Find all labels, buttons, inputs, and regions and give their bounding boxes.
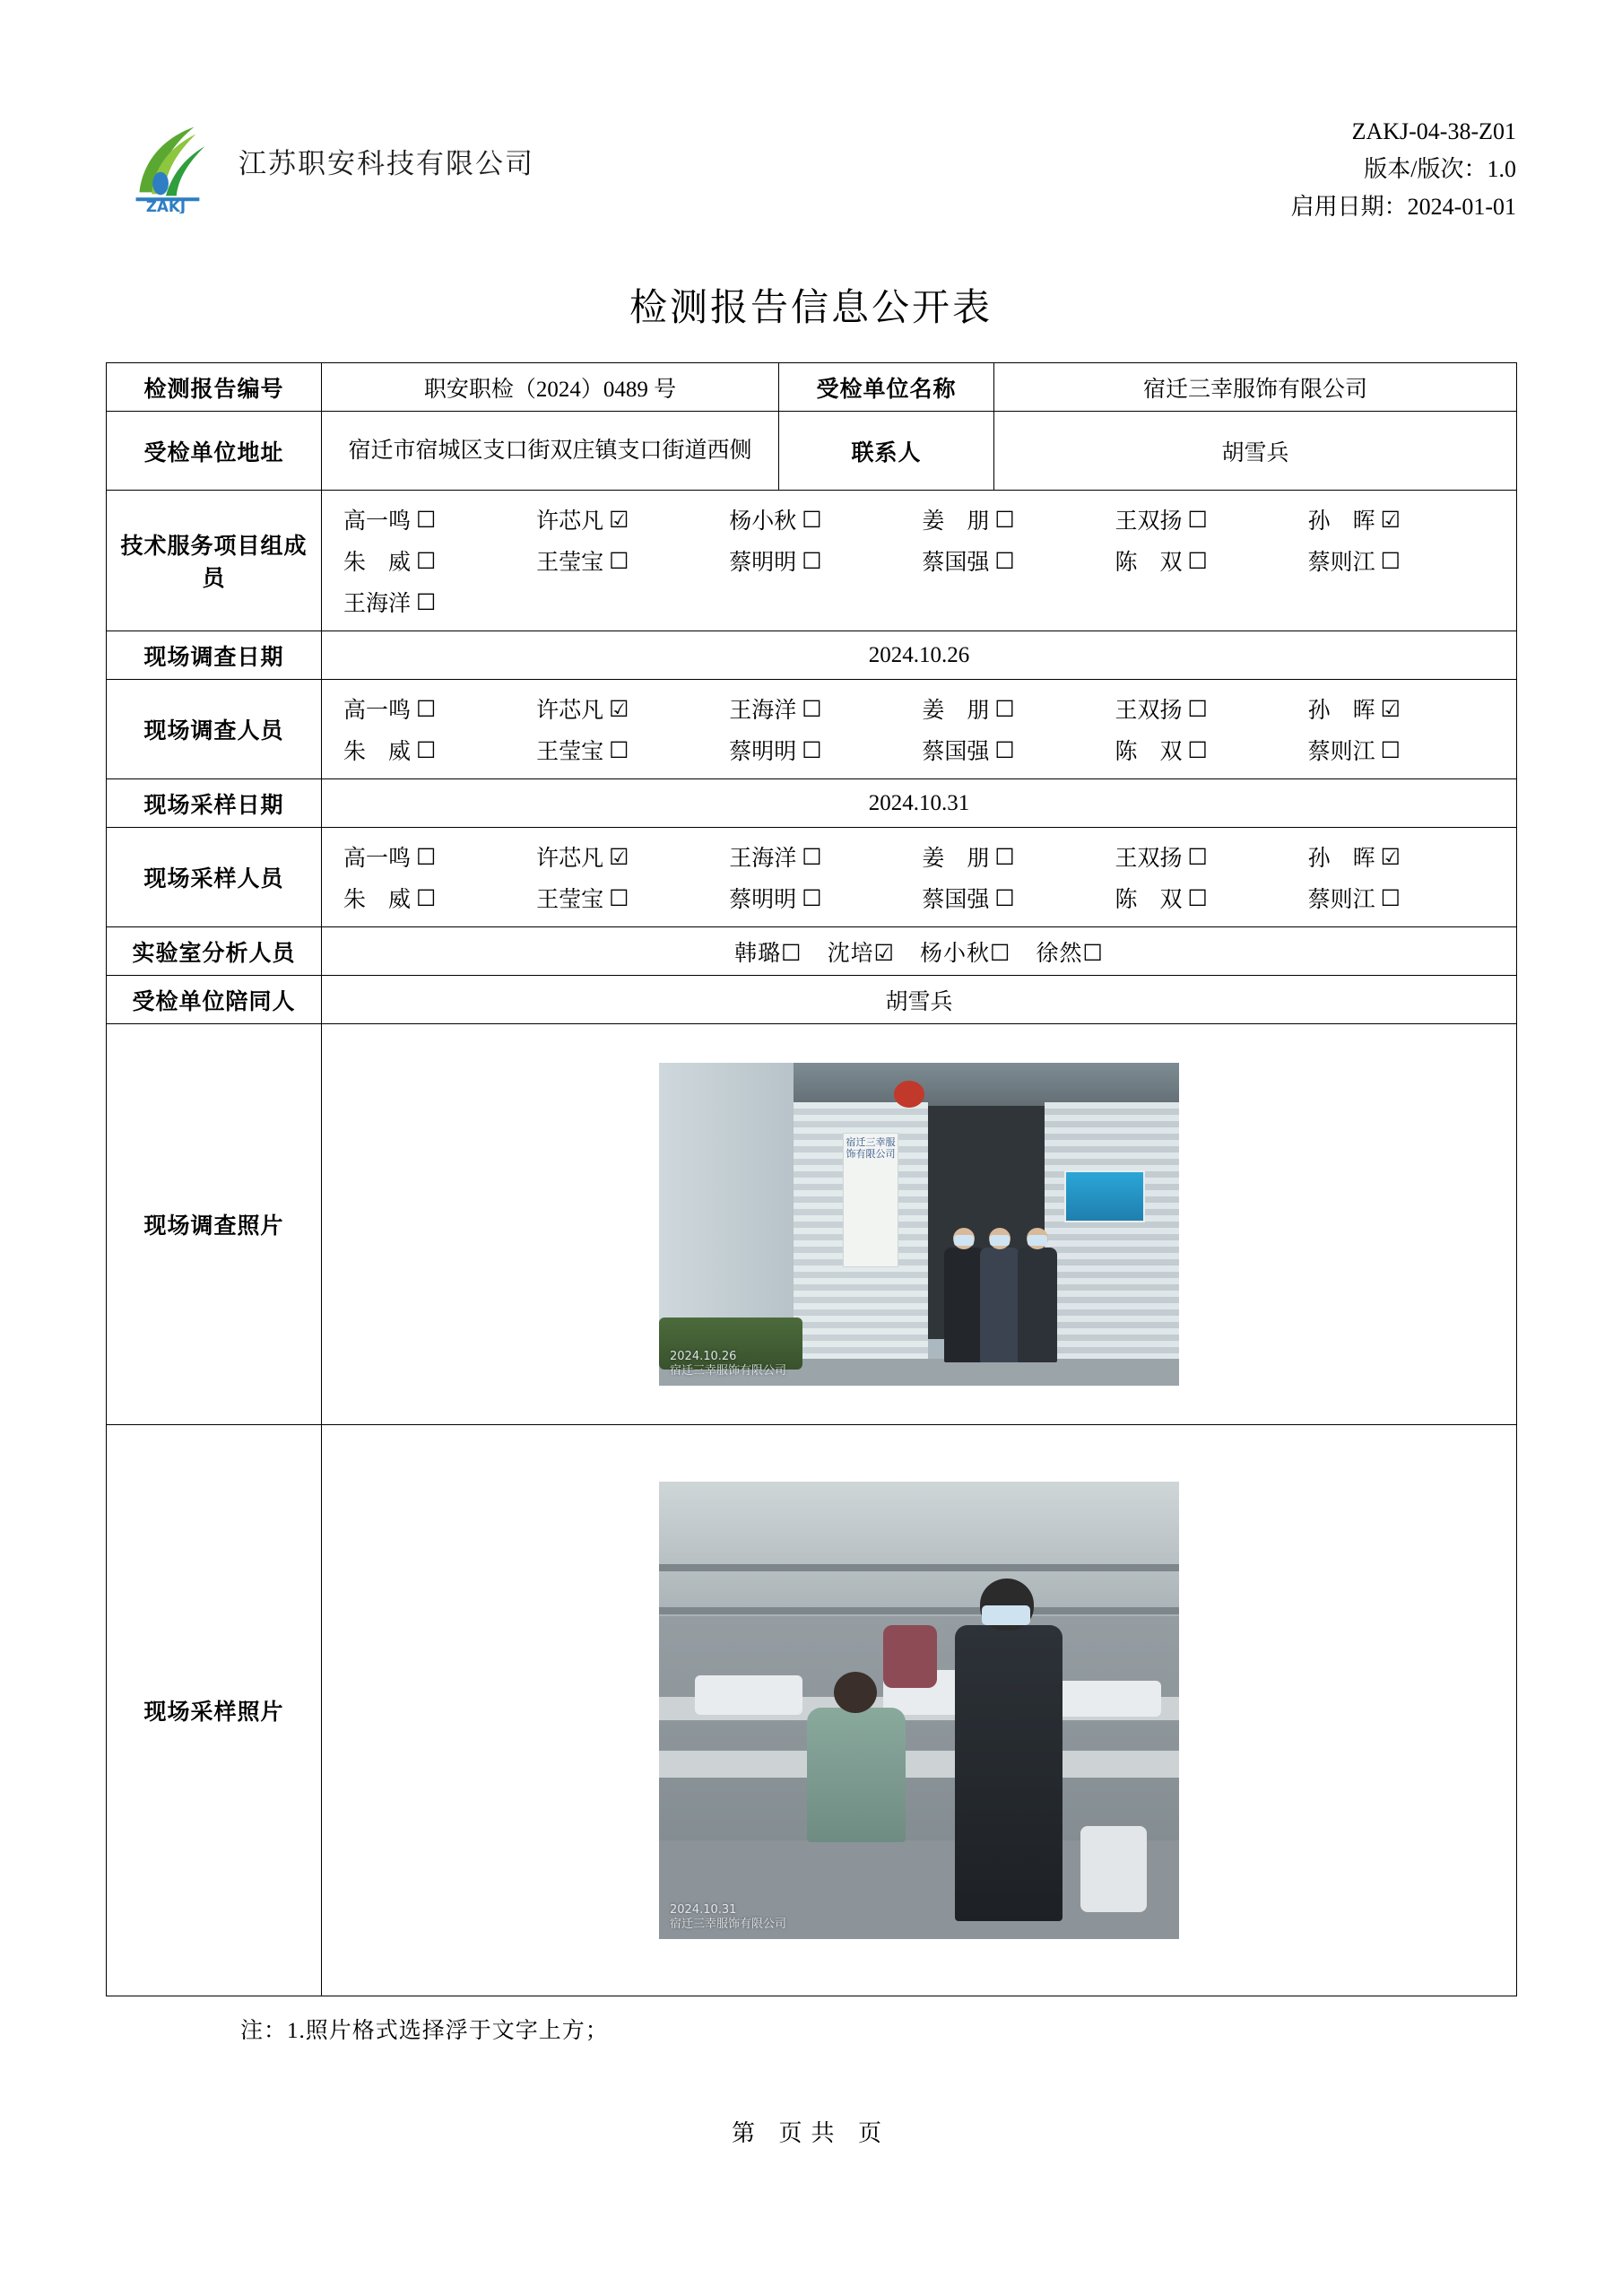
staff-name: 陈 双 xyxy=(1115,888,1183,912)
staff-name: 朱 威 xyxy=(343,740,412,764)
staff-checkbox-item[interactable] xyxy=(734,939,802,966)
staff-checkbox-item[interactable] xyxy=(343,882,536,914)
header-meta xyxy=(1291,108,1516,226)
staff-checkbox-item[interactable] xyxy=(343,692,536,725)
staff-name: 沈培 xyxy=(827,941,874,966)
lab-analysts-label: 实验室分析人员 xyxy=(107,927,322,976)
checkbox-empty-icon[interactable]: ☐ xyxy=(994,506,1015,533)
survey-photo-cell xyxy=(322,1024,1517,1425)
staff-name: 王海洋 xyxy=(729,847,797,871)
checkbox-checked-icon[interactable]: ☑ xyxy=(609,843,629,870)
table-row xyxy=(107,412,1517,491)
staff-name: 姜 朋 xyxy=(922,509,990,534)
checkbox-empty-icon[interactable]: ☐ xyxy=(416,588,437,615)
staff-checkbox-item[interactable] xyxy=(1115,840,1308,873)
checkbox-empty-icon[interactable]: ☐ xyxy=(1187,695,1208,722)
unit-name-label: 受检单位名称 xyxy=(779,363,994,412)
doc-code: ZAKJ-04-38-Z01 xyxy=(1351,118,1516,144)
staff-name: 王莹宝 xyxy=(536,551,604,575)
staff-checkbox-item[interactable] xyxy=(536,734,729,766)
survey-people-list xyxy=(331,687,1507,771)
staff-name: 蔡则江 xyxy=(1307,551,1375,575)
unit-address-label: 受检单位地址 xyxy=(107,412,322,491)
staff-name: 许芯凡 xyxy=(536,699,604,723)
checkbox-empty-icon[interactable]: ☐ xyxy=(416,843,437,870)
page-header xyxy=(106,108,1516,224)
checkbox-checked-icon[interactable]: ☑ xyxy=(609,695,629,722)
contact-value: 胡雪兵 xyxy=(994,412,1517,491)
table-row xyxy=(107,680,1517,779)
staff-name: 王莹宝 xyxy=(536,740,604,764)
escort-value: 胡雪兵 xyxy=(322,976,1517,1024)
staff-name: 蔡国强 xyxy=(922,551,990,575)
staff-checkbox-item[interactable] xyxy=(343,840,536,873)
staff-name: 孙 晖 xyxy=(1307,847,1375,871)
report-no-value: 职安职检（2024）0489 号 xyxy=(322,363,779,412)
staff-name: 许芯凡 xyxy=(536,509,604,534)
sampling-people-cell xyxy=(322,828,1517,927)
svg-text:ZAKJ: ZAKJ xyxy=(145,197,186,213)
staff-checkbox-item[interactable] xyxy=(1308,503,1501,535)
staff-name: 王海洋 xyxy=(729,699,797,723)
table-row xyxy=(107,927,1517,976)
checkbox-empty-icon[interactable]: ☐ xyxy=(802,736,822,763)
table-row xyxy=(107,976,1517,1024)
staff-name: 王双扬 xyxy=(1115,847,1183,871)
report-no-label: 检测报告编号 xyxy=(107,363,322,412)
staff-checkbox-item[interactable] xyxy=(343,544,536,577)
doc-version: 版本/版次：1.0 xyxy=(1364,156,1516,183)
wall-sign xyxy=(1064,1170,1145,1222)
staff-checkbox-item[interactable] xyxy=(1115,692,1308,725)
staff-checkbox-item[interactable] xyxy=(729,692,922,725)
checkbox-empty-icon[interactable]: ☐ xyxy=(609,547,629,574)
survey-photo-label: 现场调查照片 xyxy=(107,1024,322,1425)
checkbox-empty-icon[interactable]: ☐ xyxy=(994,843,1015,870)
brand-block xyxy=(106,108,534,213)
survey-people-label: 现场调查人员 xyxy=(107,680,322,779)
sampling-photo-cell xyxy=(322,1425,1517,1996)
staff-name: 姜 朋 xyxy=(922,847,990,871)
staff-name: 陈 双 xyxy=(1115,740,1183,764)
company-logo-icon xyxy=(113,108,219,213)
checkbox-empty-icon[interactable]: ☐ xyxy=(1187,736,1208,763)
table-row xyxy=(107,491,1517,631)
checkbox-empty-icon[interactable]: ☐ xyxy=(781,939,802,966)
staff-checkbox-item[interactable] xyxy=(536,882,729,914)
staff-name: 高一鸣 xyxy=(343,509,412,534)
sampling-date-value: 2024.10.31 xyxy=(322,779,1517,828)
footnote: 注：1.照片格式选择浮于文字上方； xyxy=(240,2019,609,2043)
staff-name: 王双扬 xyxy=(1115,509,1183,534)
staff-checkbox-item[interactable] xyxy=(1115,503,1308,535)
staff-checkbox-item[interactable] xyxy=(922,734,1115,766)
checkbox-empty-icon[interactable]: ☐ xyxy=(994,695,1015,722)
staff-name: 蔡则江 xyxy=(1307,888,1375,912)
team-members-label: 技术服务项目组成员 xyxy=(107,491,322,631)
banner-text: 宿迁三幸服饰有限公司 xyxy=(843,1133,898,1267)
staff-name: 蔡明明 xyxy=(729,551,797,575)
staff-name: 孙 晖 xyxy=(1307,509,1375,534)
staff-name: 蔡明明 xyxy=(729,740,797,764)
checkbox-empty-icon[interactable]: ☐ xyxy=(994,884,1015,911)
checkbox-empty-icon[interactable]: ☐ xyxy=(1380,736,1401,763)
seated-worker xyxy=(807,1708,906,1842)
checkbox-empty-icon[interactable]: ☐ xyxy=(994,736,1015,763)
table-row xyxy=(107,363,1517,412)
staff-checkbox-item[interactable] xyxy=(1308,734,1501,766)
checkbox-empty-icon[interactable]: ☐ xyxy=(802,506,822,533)
photo-timestamp: 2024.10.31 宿迁三幸服饰有限公司 xyxy=(670,1902,787,1931)
checkbox-empty-icon[interactable]: ☐ xyxy=(1187,843,1208,870)
staff-name: 王莹宝 xyxy=(536,888,604,912)
staff-checkbox-item[interactable] xyxy=(827,939,895,966)
table-row xyxy=(107,631,1517,680)
checkbox-checked-icon[interactable]: ☑ xyxy=(1380,506,1401,533)
report-info-table xyxy=(106,362,1517,1996)
checkbox-empty-icon[interactable]: ☐ xyxy=(416,547,437,574)
checkbox-empty-icon[interactable]: ☐ xyxy=(1187,884,1208,911)
staff-checkbox-item[interactable] xyxy=(343,503,536,535)
survey-date-label: 现场调查日期 xyxy=(107,631,322,680)
staff-name: 姜 朋 xyxy=(922,699,990,723)
survey-date-value: 2024.10.26 xyxy=(322,631,1517,680)
sampling-photo-label: 现场采样照片 xyxy=(107,1425,322,1996)
staff-checkbox-item[interactable] xyxy=(922,544,1115,577)
checkbox-checked-icon[interactable]: ☑ xyxy=(873,939,895,966)
table-row xyxy=(107,1024,1517,1425)
checkbox-empty-icon[interactable]: ☐ xyxy=(994,547,1015,574)
checkbox-empty-icon[interactable]: ☐ xyxy=(1380,547,1401,574)
staff-checkbox-item[interactable] xyxy=(729,544,922,577)
sampling-people-label: 现场采样人员 xyxy=(107,828,322,927)
staff-checkbox-item[interactable] xyxy=(1036,939,1104,966)
staff-name: 许芯凡 xyxy=(536,847,604,871)
staff-checkbox-item[interactable] xyxy=(536,840,729,873)
contact-label: 联系人 xyxy=(779,412,994,491)
checkbox-empty-icon[interactable]: ☐ xyxy=(990,939,1011,966)
page-title: 检测报告信息公开表 xyxy=(629,288,993,329)
staff-name: 王海洋 xyxy=(343,592,412,616)
staff-checkbox-item[interactable] xyxy=(1115,734,1308,766)
lantern-decor xyxy=(894,1081,924,1108)
staff-name: 王双扬 xyxy=(1115,699,1183,723)
checkbox-checked-icon[interactable]: ☑ xyxy=(609,506,629,533)
survey-photo-image xyxy=(659,1063,1179,1386)
staff-name: 杨小秋 xyxy=(920,941,991,966)
staff-checkbox-item[interactable] xyxy=(922,840,1115,873)
staff-checkbox-item[interactable] xyxy=(1308,840,1501,873)
staff-checkbox-item[interactable] xyxy=(729,882,922,914)
checkbox-empty-icon[interactable]: ☐ xyxy=(802,547,822,574)
staff-name: 蔡国强 xyxy=(922,740,990,764)
lab-analysts-list xyxy=(331,935,1507,968)
checkbox-empty-icon[interactable]: ☐ xyxy=(1082,939,1104,966)
staff-name: 蔡明明 xyxy=(729,888,797,912)
staff-name: 高一鸣 xyxy=(343,847,412,871)
photo-timestamp: 2024.10.26 宿迁三幸服饰有限公司 xyxy=(670,1349,787,1378)
escort-label: 受检单位陪同人 xyxy=(107,976,322,1024)
sampling-people-list xyxy=(331,835,1507,919)
staff-name: 朱 威 xyxy=(343,888,412,912)
checkbox-empty-icon[interactable]: ☐ xyxy=(609,884,629,911)
staff-checkbox-item[interactable] xyxy=(922,882,1115,914)
staff-checkbox-item[interactable] xyxy=(1115,544,1308,577)
staff-name: 朱 威 xyxy=(343,551,412,575)
checkbox-empty-icon[interactable]: ☐ xyxy=(416,736,437,763)
checkbox-empty-icon[interactable]: ☐ xyxy=(802,695,822,722)
unit-address-value: 宿迁市宿城区支口街双庄镇支口街道西侧 xyxy=(322,412,779,491)
staff-checkbox-item[interactable] xyxy=(1308,882,1501,914)
chair xyxy=(1080,1826,1147,1912)
staff-checkbox-item[interactable] xyxy=(922,692,1115,725)
doc-effective-date: 启用日期：2024-01-01 xyxy=(1290,194,1516,221)
staff-checkbox-item[interactable] xyxy=(729,840,922,873)
table-row xyxy=(107,779,1517,828)
staff-checkbox-item[interactable] xyxy=(536,692,729,725)
staff-name: 陈 双 xyxy=(1115,551,1183,575)
staff-name: 蔡则江 xyxy=(1307,740,1375,764)
staff-checkbox-item[interactable] xyxy=(922,503,1115,535)
checkbox-checked-icon[interactable]: ☑ xyxy=(1380,843,1401,870)
staff-name: 蔡国强 xyxy=(922,888,990,912)
page-footer: 第 页共 页 xyxy=(731,2120,890,2146)
sampling-date-label: 现场采样日期 xyxy=(107,779,322,828)
staff-name: 杨小秋 xyxy=(729,509,797,534)
lab-analysts-cell xyxy=(322,927,1517,976)
staff-checkbox-item[interactable] xyxy=(343,734,536,766)
checkbox-empty-icon[interactable]: ☐ xyxy=(802,884,822,911)
checkbox-empty-icon[interactable]: ☐ xyxy=(1380,884,1401,911)
staff-name: 孙 晖 xyxy=(1307,699,1375,723)
staff-name: 高一鸣 xyxy=(343,699,412,723)
staff-checkbox-item[interactable] xyxy=(1115,882,1308,914)
staff-name: 韩璐 xyxy=(734,941,782,966)
staff-checkbox-item[interactable] xyxy=(343,586,536,618)
checkbox-empty-icon[interactable]: ☐ xyxy=(416,695,437,722)
checkbox-empty-icon[interactable]: ☐ xyxy=(802,843,822,870)
checkbox-empty-icon[interactable]: ☐ xyxy=(1187,506,1208,533)
staff-checkbox-item[interactable] xyxy=(536,503,729,535)
table-row xyxy=(107,828,1517,927)
sampling-photo-image xyxy=(659,1482,1179,1939)
staff-checkbox-item[interactable] xyxy=(1308,692,1501,725)
checkbox-empty-icon[interactable]: ☐ xyxy=(609,736,629,763)
checkbox-empty-icon[interactable]: ☐ xyxy=(416,884,437,911)
checkbox-empty-icon[interactable]: ☐ xyxy=(1187,547,1208,574)
staff-checkbox-item[interactable] xyxy=(729,734,922,766)
team-members-list xyxy=(331,498,1507,623)
staff-checkbox-item[interactable] xyxy=(729,503,922,535)
team-members-cell xyxy=(322,491,1517,631)
unit-name-value: 宿迁三幸服饰有限公司 xyxy=(994,363,1517,412)
checkbox-empty-icon[interactable]: ☐ xyxy=(416,506,437,533)
staff-checkbox-item[interactable] xyxy=(1308,544,1501,577)
sampling-technician xyxy=(955,1625,1063,1921)
staff-checkbox-item[interactable] xyxy=(536,544,729,577)
table-row xyxy=(107,1425,1517,1996)
company-name: 江苏职安科技有限公司 xyxy=(239,147,534,179)
staff-name: 徐然 xyxy=(1036,941,1083,966)
checkbox-checked-icon[interactable]: ☑ xyxy=(1380,695,1401,722)
survey-people-cell xyxy=(322,680,1517,779)
staff-checkbox-item[interactable] xyxy=(920,939,1011,966)
